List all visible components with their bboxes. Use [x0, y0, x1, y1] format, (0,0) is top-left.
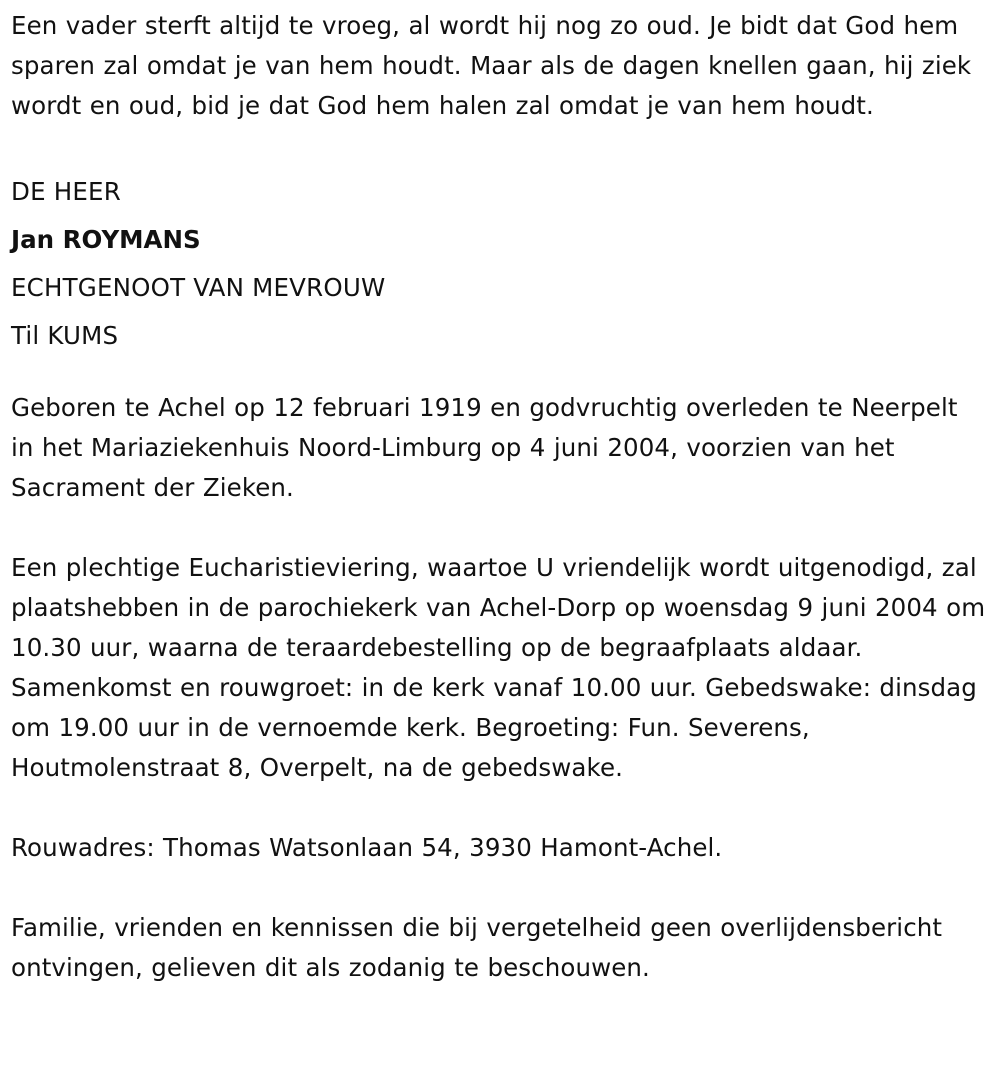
- ceremony-paragraph: Een plechtige Eucharistieviering, waartoe U vriendelijk wordt uitgenodigd, zal plaatshebben in de parochiekerk van Achel-Dorp op woensdag 9 juni 2004 om 10.30 uur, waarna de teraardebestelling op de begraafplaats aldaar. Samenkomst en rouwgroet: in de kerk vanaf 10.00 uur. Gebedswake: dinsdag om 19.00 uur in de vernoemde kerk. Begroeting: Fun. Severens, Houtmolenstraat 8, Overpelt, na de gebedswake.: [11, 553, 986, 782]
- spacer: [11, 126, 988, 166]
- spacer: [11, 868, 988, 908]
- spacer: [11, 788, 988, 828]
- spouse-name: Til KUMS: [11, 321, 119, 350]
- birth-death-paragraph: Geboren te Achel op 12 februari 1919 en godvruchtig overleden te Neerpelt in het Mariaziekenhuis Noord-Limburg op 4 juni 2004, voorzien van het Sacrament der Zieken.: [11, 393, 958, 502]
- spacer: [11, 372, 988, 388]
- honorific: DE HEER: [11, 177, 121, 206]
- deceased-title-block: [11, 168, 988, 360]
- closing-paragraph: Familie, vrienden en kennissen die bij vergetelheid geen overlijdensbericht ontvingen, gelieven dit als zodanig te beschouwen.: [11, 913, 943, 982]
- opening-poem: Een vader sterft altijd te vroeg, al wordt hij nog zo oud. Je bidt dat God hem sparen zal omdat je van hem houdt. Maar als de dagen knellen gaan, hij ziek wordt en oud, bid je dat God hem halen zal omdat je van hem houdt.: [11, 11, 972, 120]
- spouse-label: ECHTGENOOT VAN MEVROUW: [11, 273, 386, 302]
- spacer: [11, 508, 988, 548]
- deceased-name: Jan ROYMANS: [11, 225, 201, 254]
- mourning-address: Rouwadres: Thomas Watsonlaan 54, 3930 Hamont-Achel.: [11, 833, 723, 862]
